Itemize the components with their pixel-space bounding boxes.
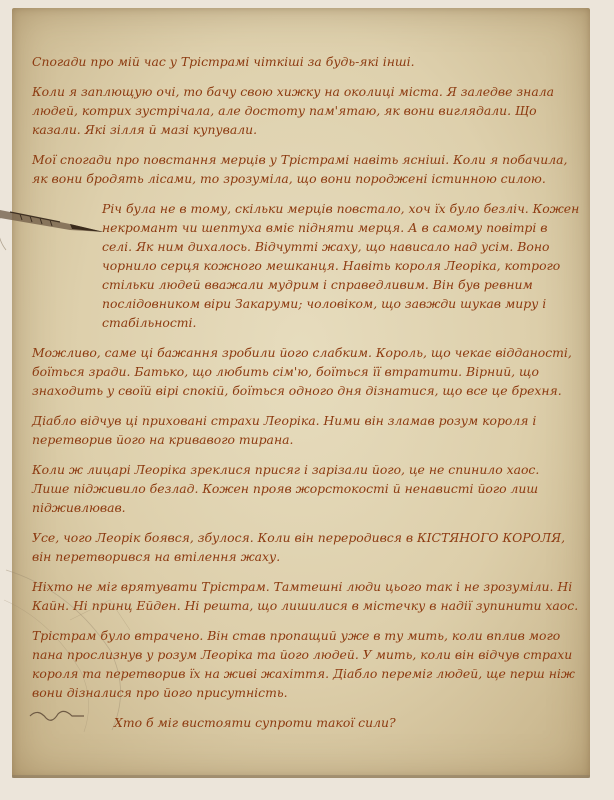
paragraph-10: Трістрам було втрачено. Він став пропащий уже в ту мить, коли вплив мого пана прослизнув у розум Леоріка та його людей. У мить, коли він відчув страхи короля та перетворив їх на живі жахіття. Діабло переміг людей, ще перш ніж вони дізналися про його присутність. [32,628,575,700]
paragraph-11: Хто б міг вистояти супроти такої сили? [114,715,396,730]
paragraph-1: Спогади про мій час у Трістрамі чіткіші за будь-які інші. [32,54,415,69]
paragraph-5: Можливо, саме ці бажання зробили його слабким. Король, що чекає відданості, боїться зради. Батько, що любить сім'ю, боїться її втратити. Вірний, що знаходить у своїй вірі спокій, боїться одного дня дізнатися, що все це брехня. [32,345,572,398]
paragraph-4: Річ була не в тому, скільки мерців повстало, хоч їх було безліч. Кожен некромант чи шептуха вміє підняти мерця. А в самому повітрі в селі. Як ним дихалось. Відчутті жаху, що нависало над усім. Воно чорнило серця кожного мешканця. Навіть короля Леоріка, котрого стільки людей вважали мудрим і справедливим. Він був ревним послідовником віри Закаруми; чоловіком, що завжди шукав миру і стабільності. [102,201,580,330]
paragraph-7: Коли ж лицарі Леоріка зреклися присяг і зарізали його, це не спинило хаос. Лише підживило безлад. Кожен прояв жорстокості й ненависті його лиш підживлював. [32,462,540,515]
paragraph-3: Мої спогади про повстання мерців у Трістрамі навіть ясніші. Коли я побачила, як вони бродять лісами, то зрозуміла, що вони породжені істинною силою. [32,152,568,186]
paragraph-9: Ніхто не міг врятувати Трістрам. Тамтешні люди цього так і не зрозуміли. Ні Кайн. Ні принц Ейден. Ні решта, що лишилися в містечку в надії зупинити хаос. [32,579,579,613]
page-edge [12,775,590,778]
paragraph-6: Діабло відчув ці приховані страхи Леоріка. Ними він зламав розум короля і перетворив його на кривавого тирана. [32,413,537,447]
document-text [32,52,580,743]
paragraph-2: Коли я заплющую очі, то бачу свою хижку на околиці міста. Я заледве знала людей, котрих зустрічала, але достоту пам'ятаю, як вони виглядали. Що казали. Які зілля й мазі купували. [32,84,554,137]
paragraph-8: Усе, чого Леорік боявся, збулося. Коли він переродився в КІСТЯНОГО КОРОЛЯ, він перетворився на втілення жаху. [32,530,566,564]
